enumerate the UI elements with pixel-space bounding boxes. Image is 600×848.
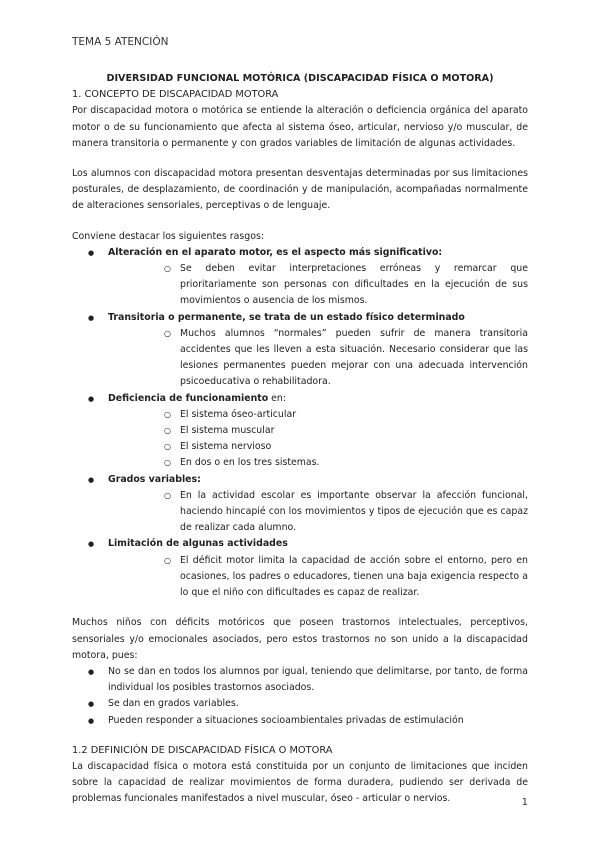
page-content xyxy=(72,71,528,808)
rasgo-title-suffix: en: xyxy=(268,392,287,404)
document-title: DIVERSIDAD FUNCIONAL MOTÓRICA (DISCAPACIDAD FÍSICA O MOTORA) xyxy=(106,73,494,84)
rasgo-subitem: ○ En la actividad escolar es importante observar la afección funcional, haciendo hincapié con los movimientos y tipos de ejecución que es capaz de realizar cada alumno. xyxy=(108,488,528,537)
rasgo-title: Deficiencia de funcionamiento xyxy=(108,392,269,404)
list-item: ● Pueden responder a situaciones socioambientales privadas de estimulación xyxy=(72,713,528,729)
rasgo-subitem: ○ El déficit motor limita la capacidad de acción sobre el entorno, pero en ocasiones, los padres o educadores, tienen una baja exigencia respecto a lo que el niño con dificultades es capaz de realizar. xyxy=(108,553,528,602)
rasgo-title: Limitación de algunas actividades xyxy=(108,538,288,550)
list-item: ● Se dan en grados variables. xyxy=(72,696,528,712)
rasgo-sublist xyxy=(108,261,528,310)
rasgos-intro: Conviene destacar los siguientes rasgos: xyxy=(72,230,265,242)
rasgo-item xyxy=(72,472,528,537)
trastornos-list xyxy=(72,664,528,729)
section1-heading: 1. CONCEPTO DE DISCAPACIDAD MOTORA xyxy=(72,89,279,101)
rasgo-subitem: ○ El sistema muscular xyxy=(108,423,528,439)
rasgo-subitem: ○ Se deben evitar interpretaciones erróneas y remarcar que prioritariamente son personas con dificultades en la ejecución de sus movimientos o ausencia de los mismos. xyxy=(108,261,528,310)
rasgo-sublist xyxy=(108,326,528,391)
rasgo-subitem: ○ Muchos alumnos “normales” pueden sufrir de manera transitoria accidentes que les lleven a esta situación. Necesario considerar que las lesiones permanentes pueden mejorar con una adecuada intervención psicoeducativa o rehabilitadora. xyxy=(108,326,528,391)
section1-paragraph-3: Muchos niños con déficits motóricos que poseen trastornos intelectuales, perceptivos, sensoriales y/o emocionales asociados, pero estos trastornos no son unido a la discapacidad motora, pues: xyxy=(72,617,528,661)
section2-heading: 1.2 DEFINICIÓN DE DISCAPACIDAD FÍSICA O MOTORA xyxy=(72,744,333,756)
rasgos-list xyxy=(72,245,528,601)
rasgo-item xyxy=(72,536,528,601)
rasgo-item xyxy=(72,391,528,472)
rasgo-title: Grados variables: xyxy=(108,473,201,485)
page-number: 1 xyxy=(521,797,528,808)
rasgo-sublist xyxy=(108,407,528,472)
rasgo-subitem: ○ El sistema óseo-articular xyxy=(108,407,528,423)
rasgo-item xyxy=(72,245,528,310)
section2-paragraph: La discapacidad física o motora está constituida por un conjunto de limitaciones que inciden sobre la capacidad de realizar movimientos de forma duradera, pudiendo ser derivada de problemas funcionales manifestados a nivel muscular, óseo - articular o nervios. xyxy=(72,760,528,805)
rasgo-item xyxy=(72,310,528,391)
spacer xyxy=(72,729,528,743)
section1-paragraph-1: Por discapacidad motora o motórica se entiende la alteración o deficiencia orgánica del aparato motor o de su funcionamiento que afecta al sistema óseo, articular, nervioso y/o muscular, de manera transitoria o permanente y con grados variables de limitación de algunas actividades. xyxy=(72,105,528,149)
spacer xyxy=(72,152,528,166)
spacer xyxy=(72,601,528,615)
rasgo-sublist xyxy=(108,488,528,537)
rasgo-sublist xyxy=(108,553,528,602)
page-header: TEMA 5 ATENCIÓN xyxy=(72,36,169,48)
section1-paragraph-2: Los alumnos con discapacidad motora presentan desventajas determinadas por sus limitaciones posturales, de desplazamiento, de coordinación y de manipulación, acompañadas normalmente de alteraciones sensoriales, perceptivas o de lenguaje. xyxy=(72,168,528,212)
rasgo-subitem: ○ El sistema nervioso xyxy=(108,439,528,455)
rasgo-title: Transitoria o permanente, se trata de un estado físico determinado xyxy=(108,311,465,323)
rasgo-title: Alteración en el aparato motor, es el aspecto más significativo: xyxy=(108,246,443,258)
spacer xyxy=(72,215,528,229)
rasgo-subitem: ○ En dos o en los tres sistemas. xyxy=(108,455,528,471)
list-item: ● No se dan en todos los alumnos por igual, teniendo que delimitarse, por tanto, de forma individual los posibles trastornos asociados. xyxy=(72,664,528,696)
